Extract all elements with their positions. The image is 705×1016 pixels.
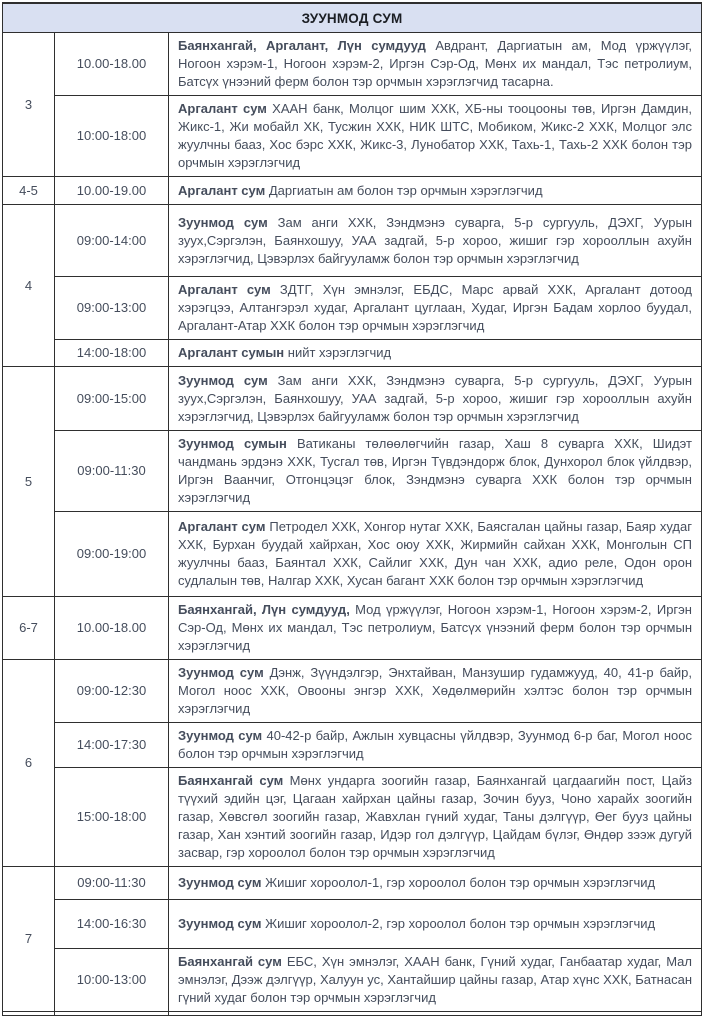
description-cell xyxy=(169,768,702,867)
day-cell: 4-5 xyxy=(3,177,55,205)
table-row xyxy=(3,367,702,431)
table-row xyxy=(3,597,702,660)
day-cell: 7 xyxy=(3,867,55,1012)
table-row xyxy=(3,660,702,723)
time-cell: 10.00-18.00 xyxy=(55,597,169,660)
table-row xyxy=(3,277,702,340)
time-cell xyxy=(55,1012,169,1016)
description-cell xyxy=(169,867,702,900)
affected-consumers-text: Петродел ХХК, Хонгор нутаг ХХК, Баясгалан цайны газар, Баяр худаг ХХК, Бурхан буудай хайрхан, Хос оюу ХХК, Жирмийн сайхан ХХК, Монголын СП жуулчны бааз, Баянтал ХХК, Сайлиг ХХК, Дун чан ХХК, адио реле, Одон орон судлалын төв, Налгар ХХК, Хусан багант ХХК болон тэр орчмын хэрэглэгчид xyxy=(178,519,692,588)
affected-consumers-text: Ватиканы төлөөлөгчийн газар, Хаш 8 суварга ХХК, Шидэт чандмань эрдэнэ ХХК, Тусгал төв, Иргэн Түвдэндорж блок, Дунхорол блок үйлдвэр, Иргэн Ваанчиг, Отгонцэцэг блок, Зэндмэнэ суварга ХХК болон тэр орчмын хэрэглэгчид xyxy=(178,436,692,505)
time-cell: 15:00-18:00 xyxy=(55,768,169,867)
table-row xyxy=(3,33,702,96)
location-lead: Зуунмод сум xyxy=(178,214,268,230)
time-cell: 14:00-18:00 xyxy=(55,340,169,367)
description-cell xyxy=(169,205,702,277)
affected-consumers-text: Мөнх ундарга зоогийн газар, Баянхангай цагдаагийн пост, Цайз түүхий эдийн цэг, Цагаан хайрхан цайны газар, Зочин бууз, Чоно харайх зоогийн газар, Хөвсгөл зоогийн газар, Жавхлан гүний худаг, Таны дэлгүүр, Өег бууз цайны газар, Хан хэнтий зоогийн газар, Идэр гол дэлгүүр, Цайдам бүлэг, Өндөр зээж дугуй засвар, гэр хороолол болон тэр орчмын хэрэглэгчид xyxy=(178,773,692,860)
location-lead: Зуунмод сум xyxy=(178,728,263,743)
location-lead: Аргалант сум xyxy=(178,101,267,116)
location-lead: Баянхангай, Лүн сумдууд, xyxy=(178,602,350,617)
description-cell xyxy=(169,277,702,340)
location-lead: Баянхангай, Аргалант, Лүн сумдууд xyxy=(178,38,426,53)
location-lead: Зуунмод сум xyxy=(178,665,264,680)
location-lead: Зуунмод сумын xyxy=(178,436,287,451)
location-lead: Аргалант сумын xyxy=(178,345,285,360)
description-cell xyxy=(169,177,702,205)
schedule-rows xyxy=(3,33,702,1016)
description-cell xyxy=(169,33,702,96)
location-lead: Аргалант сум xyxy=(178,519,266,534)
outage-schedule-table xyxy=(2,2,702,1016)
affected-consumers-text: 40-42-р байр, Ажлын хувцасны үйлдвэр, Зуунмод 6-р баг, Могол ноос болон тэр орчмын хэрэглэгчид xyxy=(178,728,692,761)
affected-consumers-text: ЕБС, Хүн эмнэлэг, ХААН банк, Гүний худаг, Ганбаатар худаг, Мал эмнэлэг, Дээж дэлгүүр, Халуун ус, Хантайшир цайны газар, Атар хүнс ХХК, Батнасан гүний худаг болон тэр орчмын хэрэглэгчид xyxy=(178,954,692,1005)
description-cell xyxy=(169,949,702,1012)
table-row xyxy=(3,431,702,512)
location-lead: Баянхангай сум xyxy=(178,954,282,969)
description-cell xyxy=(169,1012,702,1016)
affected-consumers-text: Зам анги ХХК, Зэндмэнэ суварга, 5-р сургууль, ДЭХГ, Уурын зуух,Сэргэлэн, Баянхошуу, УАА задгай, 5-р хороо, жишиг гэр хорооллын ахуйн хэрэглэгчид, Цэвэрлэх байгууламж болон тэр орчмын хэрэглэгчид xyxy=(178,372,692,424)
affected-consumers-text: нийт хэрэглэгчид xyxy=(287,345,392,360)
day-cell: 3 xyxy=(3,33,55,177)
affected-consumers-text: Даргиатын ам болон тэр орчмын хэрэглэгчид xyxy=(268,182,543,198)
time-cell: 09:00-12:30 xyxy=(55,660,169,723)
description-cell xyxy=(169,723,702,768)
time-cell: 10.00-19.00 xyxy=(55,177,169,205)
table-row xyxy=(3,723,702,768)
day-cell: 4 xyxy=(3,205,55,367)
time-cell: 09:00-14:00 xyxy=(55,205,169,277)
description-cell xyxy=(169,367,702,431)
table-title: ЗУУНМОД СУМ xyxy=(3,3,702,33)
description-cell xyxy=(169,597,702,660)
time-cell: 14:00-16:30 xyxy=(55,900,169,949)
table-row xyxy=(3,900,702,949)
table-row xyxy=(3,96,702,177)
table-row xyxy=(3,512,702,597)
description-cell xyxy=(169,900,702,949)
table-row xyxy=(3,949,702,1012)
table-row xyxy=(3,340,702,367)
partial-row xyxy=(3,1012,702,1016)
day-cell: 5 xyxy=(3,367,55,597)
table-row xyxy=(3,768,702,867)
time-cell: 10:00-18:00 xyxy=(55,96,169,177)
time-cell: 10:00-13:00 xyxy=(55,949,169,1012)
affected-consumers-text: Жишиг хороолол-2, гэр хороолол болон тэр орчмын хэрэглэгчид xyxy=(265,916,656,931)
time-cell: 09:00-11:30 xyxy=(55,431,169,512)
description-cell xyxy=(169,340,702,367)
description-cell xyxy=(169,431,702,512)
description-cell xyxy=(169,96,702,177)
table-row xyxy=(3,867,702,900)
table-header-row xyxy=(3,3,702,33)
affected-consumers-text: Авдрант, Даргиатын ам, Мод үржүүлэг, Ногоон хэрэм-1, Ногоон хэрэм-2, Иргэн Сэр-Од, Мөнх их мандал, Тэс петролиум, Батсүх үнээний ферм болон тэр орчмын хэрэглэгчид тасарна. xyxy=(178,38,692,89)
time-cell: 10.00-18.00 xyxy=(55,33,169,96)
location-lead: Аргалант сум xyxy=(178,182,266,198)
affected-consumers-text: Зам анги ХХК, Зэндмэнэ суварга, 5-р сургууль, ДЭХГ, Уурын зуух,Сэргэлэн, Баянхошуу, УАА задгай, 5-р хороо, жишиг гэр хорооллын ахуйн хэрэглэгчид, Цэвэрлэх байгууламж болон тэр орчмын хэрэглэгчид xyxy=(178,214,692,266)
affected-consumers-text: ЗДТГ, Хүн эмнэлэг, ЕБДС, Марс арвай ХХК, Аргалант дотоод хэрэгцээ, Алтангэрэл худаг, Аргалант цуглаан, Худаг, Иргэн Бадам хорлоо буудал, Аргалант-Атар ХХК болон тэр орчмын хэрэглэгчид xyxy=(178,282,692,333)
day-cell xyxy=(3,1012,55,1016)
time-cell: 09:00-19:00 xyxy=(55,512,169,597)
location-lead: Зуунмод сум xyxy=(178,372,268,388)
affected-consumers-text: Дэнж, Зүүндэлгэр, Энхтайван, Манзушир гудамжууд, 40, 41-р байр, Могол ноос ХХК, Овооны энгэр ХХК, Хөдөлмөрийн хэлтэс болон тэр орчмын хэрэглэгчид xyxy=(178,665,692,716)
description-cell xyxy=(169,660,702,723)
table-row xyxy=(3,177,702,205)
day-cell: 6 xyxy=(3,660,55,867)
time-cell: 14:00-17:30 xyxy=(55,723,169,768)
time-cell: 09:00-13:00 xyxy=(55,277,169,340)
location-lead: Аргалант сум xyxy=(178,282,271,297)
affected-consumers-text: Жишиг хороолол-1, гэр хороолол болон тэр орчмын хэрэглэгчид xyxy=(265,875,656,890)
description-cell xyxy=(169,512,702,597)
time-cell: 09:00-15:00 xyxy=(55,367,169,431)
location-lead: Баянхангай сум xyxy=(178,773,284,788)
location-lead: Зуунмод сум xyxy=(178,916,262,931)
time-cell: 09:00-11:30 xyxy=(55,867,169,900)
day-cell: 6-7 xyxy=(3,597,55,660)
location-lead: Зуунмод сум xyxy=(178,875,262,890)
affected-consumers-text: ХААН банк, Молцог шим ХХК, ХБ-ны тооцооны төв, Иргэн Дамдин, Жикс-1, Жи мобайл ХК, Тусжин ХХК, НИК ШТС, Мобиком, Жикс-2 ХХК, Молцог элс жуулчны бааз, Хос бэрс ХХК, Жикс-3, Лунобатор ХХК, Тахь-1, Тахь-2 ХХК болон тэр орчмын хэрэглэгчид xyxy=(178,101,692,170)
table-row xyxy=(3,205,702,277)
affected-consumers-text: Мод үржүүлэг, Ногоон хэрэм-1, Ногоон хэрэм-2, Иргэн Сэр-Од, Мөнх их мандал, Тэс петролиум, Батсүх үнээний ферм болон тэр орчмын хэрэглэгчид xyxy=(178,602,692,653)
